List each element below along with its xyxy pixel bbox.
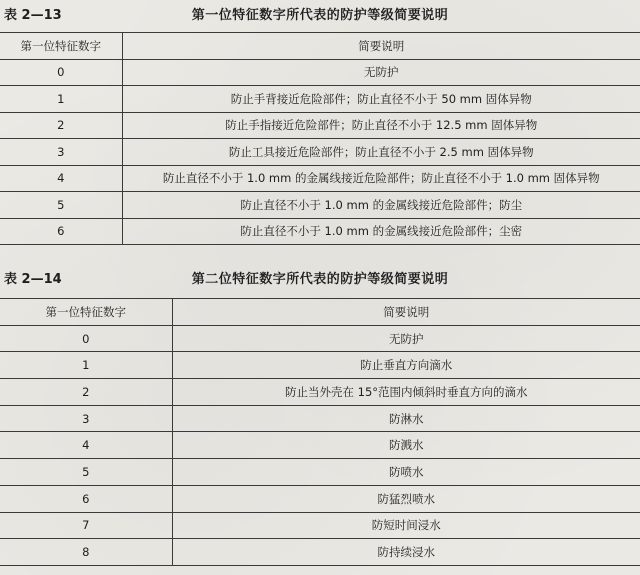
table-row <box>0 405 640 432</box>
table2-header-row <box>0 299 640 326</box>
table2-digit-cell: 2 <box>0 379 172 406</box>
table-row <box>0 485 640 512</box>
table1-digit-cell: 3 <box>0 139 122 166</box>
table1-caption <box>0 6 640 26</box>
table2-title: 第二位特征数字所代表的防护等级简要说明 <box>191 272 449 287</box>
table2-digit-cell: 4 <box>0 432 172 459</box>
table2-digit-cell: 5 <box>0 459 172 486</box>
table1-digit-cell: 6 <box>0 218 122 245</box>
table1-desc-cell: 防止工具接近危险部件；防止直径不小于 2.5 mm 固体异物 <box>122 139 640 166</box>
table2 <box>0 298 640 566</box>
table2-desc-cell: 防溅水 <box>172 432 640 459</box>
table-row <box>0 192 640 219</box>
table2-digit-cell: 0 <box>0 325 172 352</box>
table2-digit-cell: 3 <box>0 405 172 432</box>
table2-desc-cell: 防淋水 <box>172 405 640 432</box>
table1-desc-cell: 防止直径不小于 1.0 mm 的金属线接近危险部件；尘密 <box>122 218 640 245</box>
table-row <box>0 112 640 139</box>
table2-header-cell: 简要说明 <box>172 299 640 326</box>
table2-desc-cell: 防止垂直方向滴水 <box>172 352 640 379</box>
table2-header-cell: 第一位特征数字 <box>0 299 172 326</box>
table1-header-cell: 简要说明 <box>122 33 640 60</box>
table2-digit-cell: 8 <box>0 539 172 566</box>
table1 <box>0 32 640 245</box>
table1-digit-cell: 1 <box>0 86 122 113</box>
table1-desc-cell: 防止直径不小于 1.0 mm 的金属线接近危险部件；防止直径不小于 1.0 mm 固体异物 <box>122 165 640 192</box>
table-row <box>0 539 640 566</box>
table-row <box>0 325 640 352</box>
table-row <box>0 139 640 166</box>
table2-digit-cell: 1 <box>0 352 172 379</box>
table1-header-cell: 第一位特征数字 <box>0 33 122 60</box>
table-row <box>0 459 640 486</box>
table2-digit-cell: 6 <box>0 485 172 512</box>
table-row <box>0 432 640 459</box>
table-row <box>0 165 640 192</box>
table2-number: 表 2—14 <box>4 272 62 287</box>
table1-title: 第一位特征数字所代表的防护等级简要说明 <box>191 8 449 23</box>
table-row <box>0 218 640 245</box>
table1-header-row <box>0 33 640 60</box>
table-row <box>0 86 640 113</box>
table2-desc-cell: 防止当外壳在 15°范围内倾斜时垂直方向的滴水 <box>172 379 640 406</box>
table2-digit-cell: 7 <box>0 512 172 539</box>
table-row <box>0 352 640 379</box>
table1-digit-cell: 0 <box>0 59 122 86</box>
table1-desc-cell: 无防护 <box>122 59 640 86</box>
table1-digit-cell: 2 <box>0 112 122 139</box>
table1-number: 表 2—13 <box>4 8 62 23</box>
table1-digit-cell: 5 <box>0 192 122 219</box>
table2-desc-cell: 防持续浸水 <box>172 539 640 566</box>
table2-desc-cell: 防短时间浸水 <box>172 512 640 539</box>
table2-desc-cell: 无防护 <box>172 325 640 352</box>
table2-desc-cell: 防喷水 <box>172 459 640 486</box>
table1-desc-cell: 防止手背接近危险部件；防止直径不小于 50 mm 固体异物 <box>122 86 640 113</box>
table-row <box>0 59 640 86</box>
table-row <box>0 512 640 539</box>
table1-digit-cell: 4 <box>0 165 122 192</box>
table1-desc-cell: 防止手指接近危险部件；防止直径不小于 12.5 mm 固体异物 <box>122 112 640 139</box>
table-row <box>0 379 640 406</box>
table2-caption <box>0 270 640 290</box>
table1-desc-cell: 防止直径不小于 1.0 mm 的金属线接近危险部件；防尘 <box>122 192 640 219</box>
table2-desc-cell: 防猛烈喷水 <box>172 485 640 512</box>
